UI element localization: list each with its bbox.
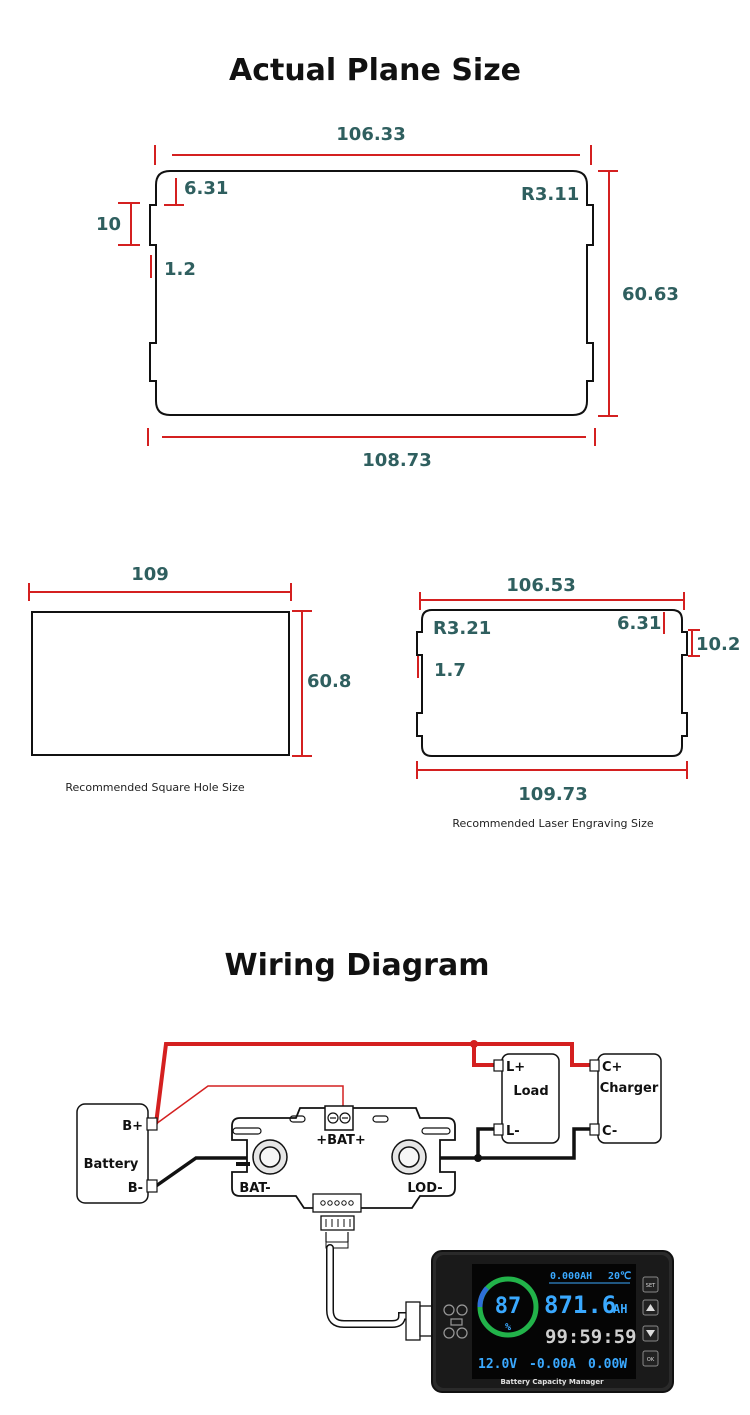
hole-width: 109 — [131, 564, 169, 585]
ok-button[interactable] — [643, 1351, 658, 1366]
shunt-module — [232, 1106, 455, 1212]
load-l-plus: L+ — [506, 1060, 526, 1075]
battery-label: Battery — [83, 1157, 139, 1172]
lcd-temperature: 20℃ — [608, 1271, 632, 1282]
square-hole-outline — [32, 612, 289, 755]
ok-button-label: OK — [646, 1357, 655, 1363]
plane-title: Actual Plane Size — [228, 53, 522, 88]
lcd-capacity-ah: 0.000AH — [550, 1271, 593, 1282]
battery-b-plus: B+ — [122, 1119, 143, 1134]
laser-width-bottom-mark — [417, 761, 687, 779]
laser-corner-offset: 6.31 — [617, 613, 662, 634]
junction-positive — [470, 1040, 478, 1048]
lcd-remaining-ah: 871.6 — [544, 1291, 617, 1319]
shunt-lod-minus: LOD- — [407, 1181, 443, 1196]
lcd-power: 0.00W — [588, 1357, 628, 1372]
load-l-minus: L- — [506, 1124, 520, 1139]
plane-corner-offset: 6.31 — [184, 178, 229, 199]
plane-radius: R3.11 — [521, 184, 580, 205]
load-positive-wire — [474, 1044, 494, 1065]
plane-notch-depth: 1.2 — [164, 259, 196, 280]
plane-notch-height-mark — [118, 203, 140, 245]
laser-notch-height: 10.2 — [696, 634, 741, 655]
laser-radius: R3.21 — [433, 618, 492, 639]
junction-negative — [474, 1154, 482, 1162]
lcd-voltage: 12.0V — [478, 1357, 518, 1372]
lcd-ah-unit: AH — [613, 1302, 628, 1316]
shunt-bat-minus: BAT- — [239, 1181, 271, 1196]
laser-width-bottom: 109.73 — [518, 784, 588, 805]
set-button-label: SET — [645, 1283, 656, 1289]
plane-notch-height: 10 — [96, 214, 122, 235]
plane-top-dimension — [155, 145, 591, 165]
up-button[interactable] — [643, 1300, 658, 1315]
charger-box — [590, 1054, 661, 1143]
lcd-percent: 87 — [494, 1294, 522, 1319]
lcd-current: -0.00A — [529, 1357, 576, 1372]
laser-width-top: 106.53 — [506, 575, 576, 596]
plane-height: 60.63 — [622, 284, 679, 305]
lcd-percent-sign: % — [504, 1322, 512, 1333]
load-l-minus-wire — [478, 1129, 494, 1158]
display-brand: Battery Capacity Manager — [500, 1378, 604, 1386]
set-button[interactable] — [643, 1277, 658, 1292]
plane-bottom-width: 108.73 — [362, 450, 432, 471]
laser-notch-depth: 1.7 — [434, 660, 466, 681]
charger-c-minus: C- — [602, 1124, 618, 1139]
down-button[interactable] — [643, 1326, 658, 1341]
wiring-title: Wiring Diagram — [224, 948, 490, 983]
plane-top-width: 106.33 — [336, 124, 406, 145]
battery-b-minus: B- — [127, 1181, 143, 1196]
laser-caption: Recommended Laser Engraving Size — [452, 817, 654, 830]
battery-box — [77, 1104, 157, 1203]
charger-label: Charger — [599, 1081, 659, 1096]
load-label: Load — [513, 1084, 549, 1099]
lcd-time: 99:59:59 — [545, 1326, 637, 1348]
hole-width-mark — [29, 583, 291, 601]
plane-outline — [150, 171, 593, 415]
hole-caption: Recommended Square Hole Size — [65, 781, 245, 794]
cable-connector — [321, 1216, 434, 1340]
charger-c-plus: C+ — [602, 1060, 623, 1075]
plane-height-mark — [598, 171, 618, 416]
hole-height: 60.8 — [307, 671, 352, 692]
shunt-bat-plus: +BAT+ — [316, 1133, 366, 1148]
plane-bottom-dimension — [148, 428, 595, 446]
